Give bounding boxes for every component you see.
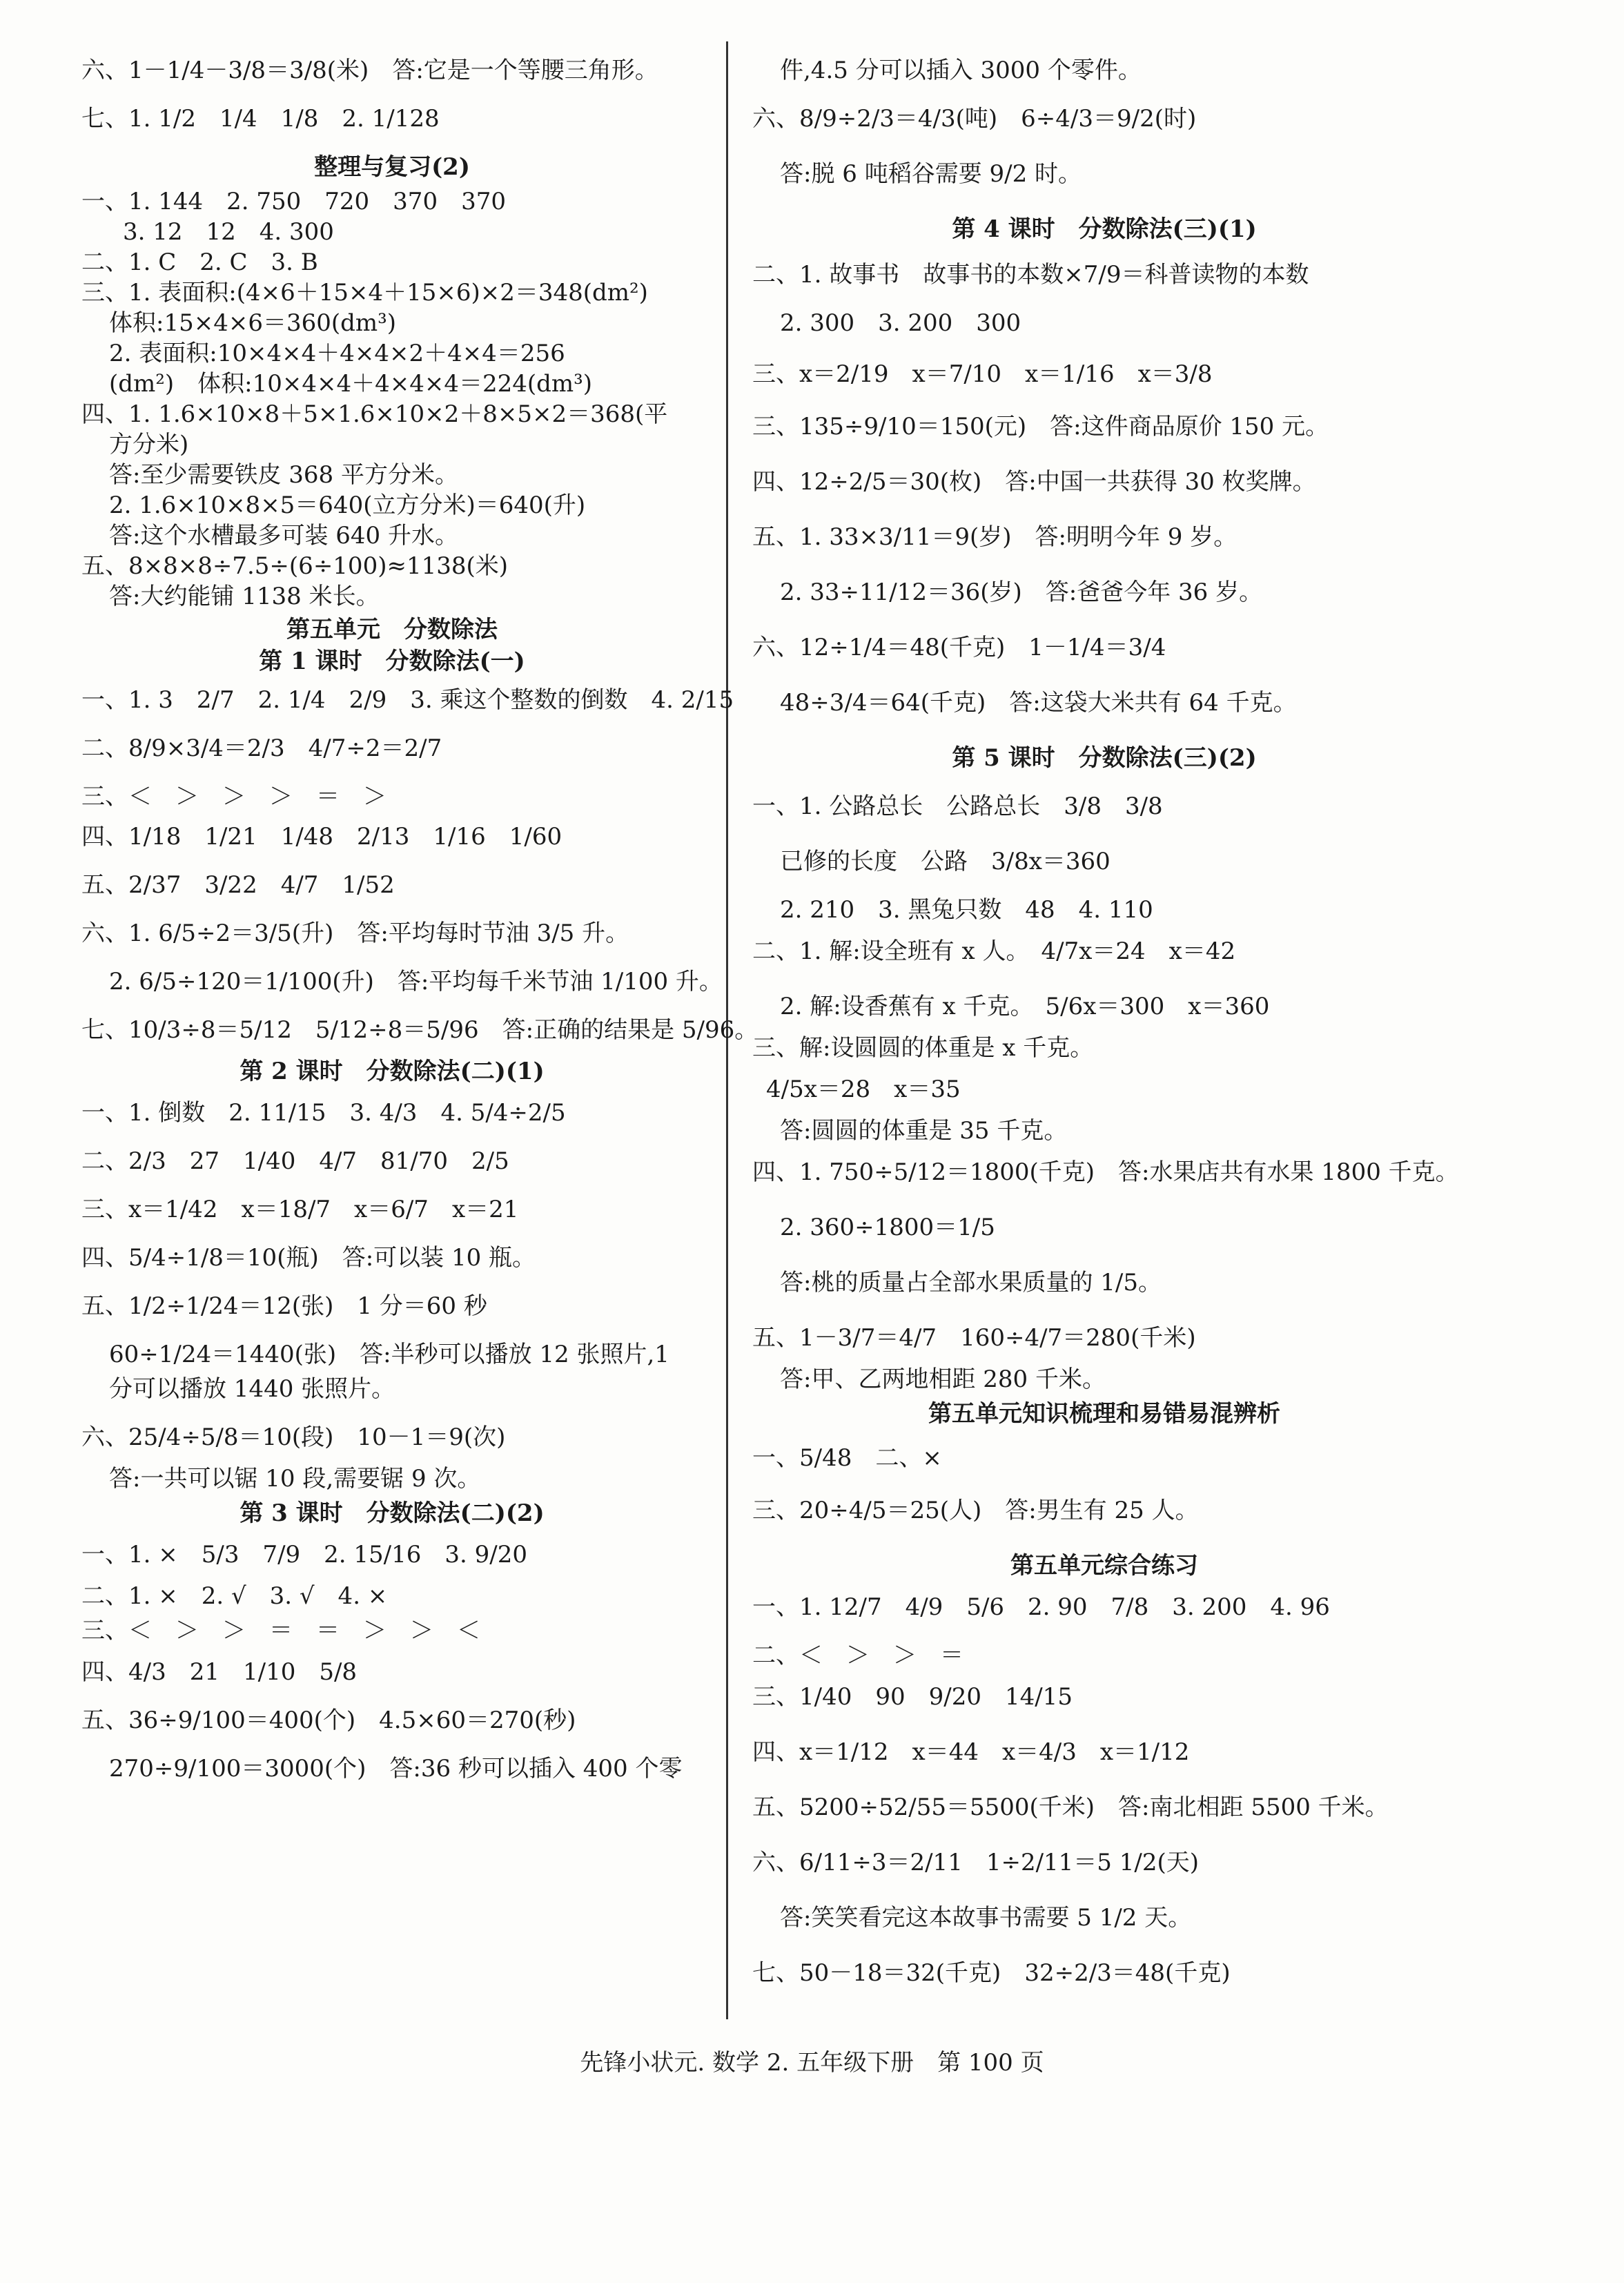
answer-line: 三、解:设圆圆的体重是 x 千克。 (752, 1034, 1094, 1062)
answer-line: 六、6/11÷3＝2/11 1÷2/11＝5 1/2(天) (752, 1849, 1199, 1876)
answer-line: 三、20÷4/5＝25(人) 答:男生有 25 人。 (752, 1497, 1199, 1524)
answer-line: 答:桃的质量占全部水果质量的 1/5。 (780, 1269, 1162, 1296)
answer-line: 2. 360÷1800＝1/5 (780, 1214, 995, 1241)
answer-line: 二、1. 故事书 故事书的本数×7/9＝科普读物的本数 (752, 261, 1309, 289)
answer-line: 答:脱 6 吨稻谷需要 9/2 时。 (780, 160, 1082, 188)
answer-line: 答:这个水槽最多可装 640 升水。 (109, 522, 458, 550)
answer-line: 答:圆圆的体重是 35 千克。 (780, 1117, 1068, 1145)
answer-line: 四、x＝1/12 x＝44 x＝4/3 x＝1/12 (752, 1738, 1190, 1766)
answer-line: 分可以播放 1440 张照片。 (109, 1375, 395, 1403)
answer-line: 四、12÷2/5＝30(枚) 答:中国一共获得 30 枚奖牌。 (752, 468, 1316, 496)
lesson-heading: 第 5 课时 分数除法(三)(2) (952, 744, 1257, 772)
answer-line: 方分米) (109, 431, 189, 458)
answer-line: 七、1. 1/2 1/4 1/8 2. 1/128 (81, 105, 440, 133)
answer-line: 三、x＝2/19 x＝7/10 x＝1/16 x＝3/8 (752, 360, 1213, 388)
answer-line: 六、12÷1/4＝48(千克) 1－1/4＝3/4 (752, 634, 1166, 661)
answer-line: 三、1. 表面积:(4×6＋15×4＋15×6)×2＝348(dm²) (81, 279, 648, 307)
answer-line: 四、1. 1.6×10×8＋5×1.6×10×2＋8×5×2＝368(平 (81, 400, 668, 428)
answer-line: 七、10/3÷8＝5/12 5/12÷8＝5/96 答:正确的结果是 5/96。 (81, 1016, 759, 1044)
answer-line: 二、2/3 27 1/40 4/7 81/70 2/5 (81, 1147, 509, 1175)
section-heading: 第五单元综合练习 (1010, 1552, 1198, 1580)
answer-line: 五、2/37 3/22 4/7 1/52 (81, 871, 395, 899)
answer-line: 二、＜ ＞ ＞ ＝ (752, 1642, 963, 1669)
section-heading: 整理与复习(2) (314, 153, 470, 181)
answer-line: 3. 12 12 4. 300 (123, 218, 334, 246)
answer-line: 二、8/9×3/4＝2/3 4/7÷2＝2/7 (81, 735, 442, 762)
answer-line: 一、1. 3 2/7 2. 1/4 2/9 3. 乘这个整数的倒数 4. 2/15 (81, 686, 734, 714)
answer-line: 2. 解:设香蕉有 x 千克。 5/6x＝300 x＝360 (780, 993, 1270, 1020)
answer-line: 三、1/40 90 9/20 14/15 (752, 1683, 1073, 1711)
answer-line: 六、1－1/4－3/8＝3/8(米) 答:它是一个等腰三角形。 (81, 57, 658, 84)
answer-line: 答:一共可以锯 10 段,需要锯 9 次。 (109, 1465, 481, 1493)
section-heading: 第五单元知识梳理和易错易混辨析 (928, 1400, 1280, 1428)
answer-line: 二、1. C 2. C 3. B (81, 249, 318, 276)
lesson-heading: 第 2 课时 分数除法(二)(1) (239, 1058, 545, 1085)
answer-line: 已修的长度 公路 3/8x＝360 (780, 848, 1111, 875)
unit-heading: 第五单元 分数除法 (286, 616, 498, 643)
answer-line: 四、1/18 1/21 1/48 2/13 1/16 1/60 (81, 823, 562, 851)
answer-line: 2. 33÷11/12＝36(岁) 答:爸爸今年 36 岁。 (780, 579, 1263, 606)
answer-line: 四、5/4÷1/8＝10(瓶) 答:可以装 10 瓶。 (81, 1244, 536, 1272)
answer-line: 五、5200÷52/55＝5500(千米) 答:南北相距 5500 千米。 (752, 1794, 1389, 1821)
answer-line: 48÷3/4＝64(千克) 答:这袋大米共有 64 千克。 (780, 689, 1297, 717)
answer-line: 五、1－3/7＝4/7 160÷4/7＝280(千米) (752, 1324, 1196, 1352)
answer-line: 体积:15×4×6＝360(dm³) (109, 309, 397, 337)
answer-line: 件,4.5 分可以插入 3000 个零件。 (780, 57, 1142, 84)
answer-line: 三、＜ ＞ ＞ ＞ ＝ ＞ (81, 783, 387, 810)
answer-line: 60÷1/24＝1440(张) 答:半秒可以播放 12 张照片,1 (109, 1341, 669, 1368)
answer-line: 五、36÷9/100＝400(个) 4.5×60＝270(秒) (81, 1707, 576, 1734)
answer-line: 答:笑笑看完这本故事书需要 5 1/2 天。 (780, 1904, 1192, 1932)
answer-line: 五、8×8×8÷7.5÷(6÷100)≈1138(米) (81, 552, 509, 580)
answer-line: 一、1. 144 2. 750 720 370 370 (81, 188, 506, 215)
answer-line: 4/5x＝28 x＝35 (766, 1076, 961, 1103)
lesson-heading: 第 1 课时 分数除法(一) (259, 648, 525, 675)
answer-line: 五、1. 33×3/11＝9(岁) 答:明明今年 9 岁。 (752, 523, 1237, 551)
lesson-heading: 第 3 课时 分数除法(二)(2) (239, 1499, 545, 1527)
answer-line: 三、135÷9/10＝150(元) 答:这件商品原价 150 元。 (752, 413, 1329, 440)
page-footer: 先锋小状元. 数学 2. 五年级下册 第 100 页 (580, 2049, 1044, 2077)
answer-line: 七、50－18＝32(千克) 32÷2/3＝48(千克) (752, 1959, 1231, 1987)
answer-line: 一、5/48 二、× (752, 1444, 942, 1472)
answer-line: 六、25/4÷5/8＝10(段) 10－1＝9(次) (81, 1424, 506, 1451)
answer-line: 四、4/3 21 1/10 5/8 (81, 1658, 358, 1686)
answer-line: 一、1. 公路总长 公路总长 3/8 3/8 (752, 793, 1163, 820)
answer-line: 二、1. 解:设全班有 x 人。 4/7x＝24 x＝42 (752, 938, 1236, 965)
answer-line: 一、1. × 5/3 7/9 2. 15/16 3. 9/20 (81, 1541, 527, 1568)
lesson-heading: 第 4 课时 分数除法(三)(1) (952, 215, 1257, 243)
answer-line: 一、1. 倒数 2. 11/15 3. 4/3 4. 5/4÷2/5 (81, 1099, 566, 1127)
answer-line: 答:甲、乙两地相距 280 千米。 (780, 1366, 1106, 1393)
answer-line: 六、1. 6/5÷2＝3/5(升) 答:平均每时节油 3/5 升。 (81, 920, 629, 947)
answer-line: 2. 表面积:10×4×4＋4×4×2＋4×4＝256 (109, 340, 565, 367)
answer-line: 270÷9/100＝3000(个) 答:36 秒可以插入 400 个零 (109, 1755, 683, 1782)
answer-line: 三、＜ ＞ ＞ ＝ ＝ ＞ ＞ ＜ (81, 1617, 480, 1644)
answer-line: 答:大约能铺 1138 米长。 (109, 583, 380, 610)
answer-line: 2. 300 3. 200 300 (780, 309, 1021, 337)
answer-line: 2. 6/5÷120＝1/100(升) 答:平均每千米节油 1/100 升。 (109, 968, 723, 995)
answer-line: 三、x＝1/42 x＝18/7 x＝6/7 x＝21 (81, 1196, 519, 1223)
answer-line: 四、1. 750÷5/12＝1800(千克) 答:水果店共有水果 1800 千克。 (752, 1158, 1459, 1186)
answer-line: (dm²) 体积:10×4×4＋4×4×4＝224(dm³) (109, 370, 593, 398)
answer-line: 五、1/2÷1/24＝12(张) 1 分＝60 秒 (81, 1292, 487, 1320)
answer-line: 2. 1.6×10×8×5＝640(立方分米)＝640(升) (109, 492, 586, 519)
answer-line: 2. 210 3. 黑兔只数 48 4. 110 (780, 896, 1153, 924)
answer-line: 一、1. 12/7 4/9 5/6 2. 90 7/8 3. 200 4. 96 (752, 1593, 1330, 1621)
answer-line: 答:至少需要铁皮 368 平方分米。 (109, 461, 458, 489)
answer-line: 六、8/9÷2/3＝4/3(吨) 6÷4/3＝9/2(时) (752, 105, 1197, 133)
answer-line: 二、1. × 2. √ 3. √ 4. × (81, 1582, 388, 1610)
